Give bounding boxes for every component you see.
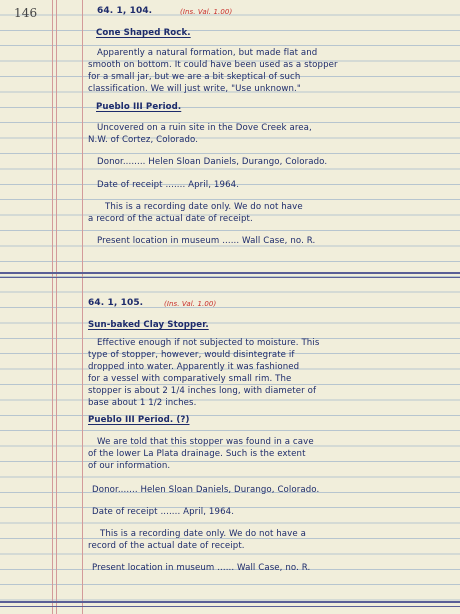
description-line: classification. We will just write, "Use unknown."	[88, 84, 301, 94]
note-line: a record of the actual date of receipt.	[88, 214, 253, 224]
note-line: This is a recording date only. We do not have a	[100, 529, 306, 539]
description-line: smooth on bottom. It could have been used as a stopper	[88, 60, 338, 70]
present-location: Present location in museum ...... Wall Case, no. R.	[97, 236, 316, 246]
insurance-value: (Ins. Val. 1.00)	[164, 300, 217, 308]
location-line: of the lower La Plata drainage. Such is the extent	[88, 449, 306, 459]
entry-divider	[0, 277, 460, 278]
note-line: This is a recording date only. We do not have	[105, 202, 303, 212]
entry-divider	[0, 601, 460, 603]
description-line: dropped into water. Apparently it was fashioned	[88, 362, 300, 372]
note-line: record of the actual date of receipt.	[88, 541, 245, 551]
entry-title: Sun-baked Clay Stopper.	[88, 320, 209, 330]
location-line: of our information.	[88, 461, 171, 471]
margin-line	[56, 0, 57, 614]
margin-line	[82, 0, 83, 614]
entry-divider	[0, 606, 460, 607]
description-line: Effective enough if not subjected to moisture. This	[97, 338, 320, 348]
catalog-number: 64. 1, 105.	[88, 298, 144, 308]
description-line: stopper is about 2 1/4 inches long, with diameter of	[88, 386, 317, 396]
location-line: N.W. of Cortez, Colorado.	[88, 135, 199, 145]
period-heading: Pueblo III Period. (?)	[88, 415, 190, 425]
page-number: 146	[14, 6, 38, 20]
margin-line	[52, 0, 53, 614]
description-line: base about 1 1/2 inches.	[88, 398, 197, 408]
description-line: Apparently a natural formation, but made flat and	[97, 48, 318, 58]
donor-line: Donor........ Helen Sloan Daniels, Durango, Colorado.	[97, 157, 328, 167]
description-line: type of stopper, however, would disintegrate if	[88, 350, 295, 360]
location-line: Uncovered on a ruin site in the Dove Creek area,	[97, 123, 312, 133]
receipt-date: Date of receipt ....... April, 1964.	[92, 507, 235, 517]
receipt-date: Date of receipt ....... April, 1964.	[97, 180, 240, 190]
description-line: for a small jar, but we are a bit skeptical of such	[88, 72, 301, 82]
location-line: We are told that this stopper was found in a cave	[97, 437, 314, 447]
insurance-value: (Ins. Val. 1.00)	[180, 8, 233, 16]
entry-divider	[0, 272, 460, 274]
period-heading: Pueblo III Period.	[96, 102, 182, 112]
present-location: Present location in museum ...... Wall Case, no. R.	[92, 563, 311, 573]
entry-title: Cone Shaped Rock.	[96, 28, 191, 38]
description-line: for a vessel with comparatively small rim. The	[88, 374, 292, 384]
donor-line: Donor....... Helen Sloan Daniels, Durango, Colorado.	[92, 485, 320, 495]
catalog-number: 64. 1, 104.	[97, 6, 153, 16]
